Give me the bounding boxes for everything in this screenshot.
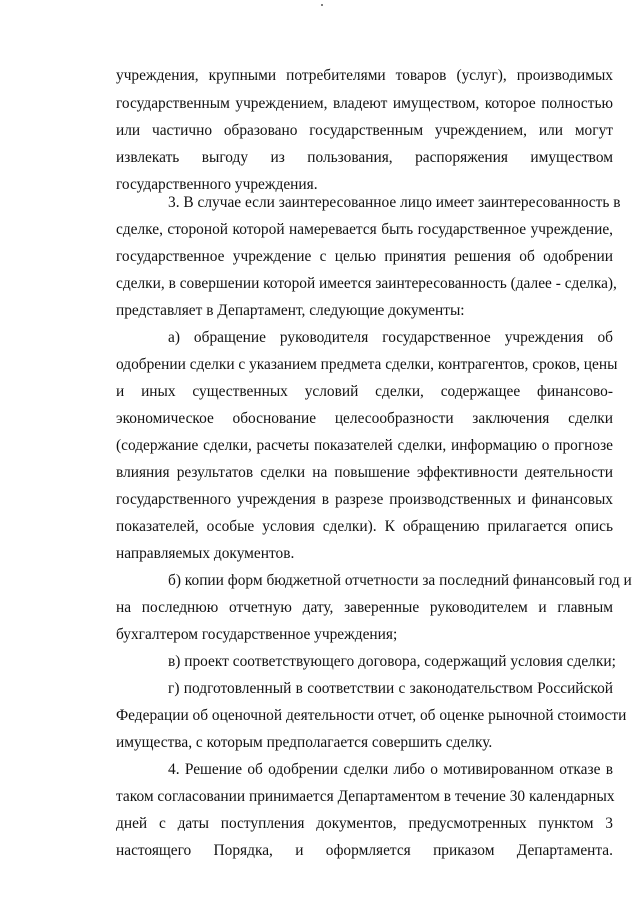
text-line: настоящего Порядка, и оформляется приказом Департамента.: [116, 842, 613, 859]
text-line: бухгалтером государственное учреждения;: [116, 626, 398, 643]
text-line: имущества, с которым предполагается совершить сделку.: [116, 734, 493, 751]
text-line: дней с даты поступления документов, предусмотренных пунктом 3: [116, 815, 613, 832]
text-line: государственного учреждения.: [116, 176, 318, 193]
text-line: направляемых документов.: [116, 545, 295, 562]
paragraph-3-first-line: 3. В случае если заинтересованное лицо имеет заинтересованность в: [168, 194, 621, 211]
text-line: на последнюю отчетную дату, заверенные руководителем и главным: [116, 599, 613, 616]
text-line: сделке, стороной которой намеревается быть государственное учреждение,: [116, 221, 613, 238]
text-line: влияния результатов сделки на повышение эффективности деятельности: [116, 464, 613, 481]
text-line: сделки, в совершении которой имеется заинтересованность (далее - сделка),: [116, 275, 617, 292]
text-line: таком согласовании принимается Департаментом в течение 30 календарных: [116, 788, 615, 805]
text-line: Федерации об оценочной деятельности отчет, об оценке рыночной стоимости: [116, 707, 627, 724]
text-line: государственным учреждением, владеют имуществом, которое полностью: [116, 95, 613, 112]
subitem-v-line: в) проект соответствующего договора, содержащий условия сделки;: [168, 653, 616, 670]
text-line: или частично образовано государственным учреждением, или могут: [116, 122, 613, 139]
text-line: экономическое обоснование целесообразности заключения сделки: [116, 410, 613, 427]
text-line: одобрении сделки с указанием предмета сделки, контрагентов, сроков, цены: [116, 356, 618, 373]
text-line: государственное учреждение с целью принятия решения об одобрении: [116, 248, 613, 265]
paragraph-4-first-line: 4. Решение об одобрении сделки либо о мотивированном отказе в: [168, 761, 613, 778]
subitem-g-first-line: г) подготовленный в соответствии с законодательством Российской: [168, 680, 613, 697]
text-line: (содержание сделки, расчеты показателей сделки, информацию о прогнозе: [116, 437, 613, 454]
text-line: представляет в Департамент, следующие документы:: [116, 302, 465, 319]
text-line: извлекать выгоду из пользования, распоряжения имуществом: [116, 149, 613, 166]
subitem-a-first-line: а) обращение руководителя государственное учреждения об: [168, 329, 613, 346]
text-line: показателей, особые условия сделки). К обращению прилагается опись: [116, 518, 613, 535]
scan-artifact-dot: [321, 4, 323, 6]
text-line: государственного учреждения в разрезе производственных и финансовых: [116, 491, 613, 508]
text-line: и иных существенных условий сделки, содержащее финансово-: [116, 383, 613, 400]
subitem-b-first-line: б) копии форм бюджетной отчетности за последний финансовый год и: [168, 572, 632, 589]
text-line: учреждения, крупными потребителями товаров (услуг), производимых: [116, 67, 613, 84]
